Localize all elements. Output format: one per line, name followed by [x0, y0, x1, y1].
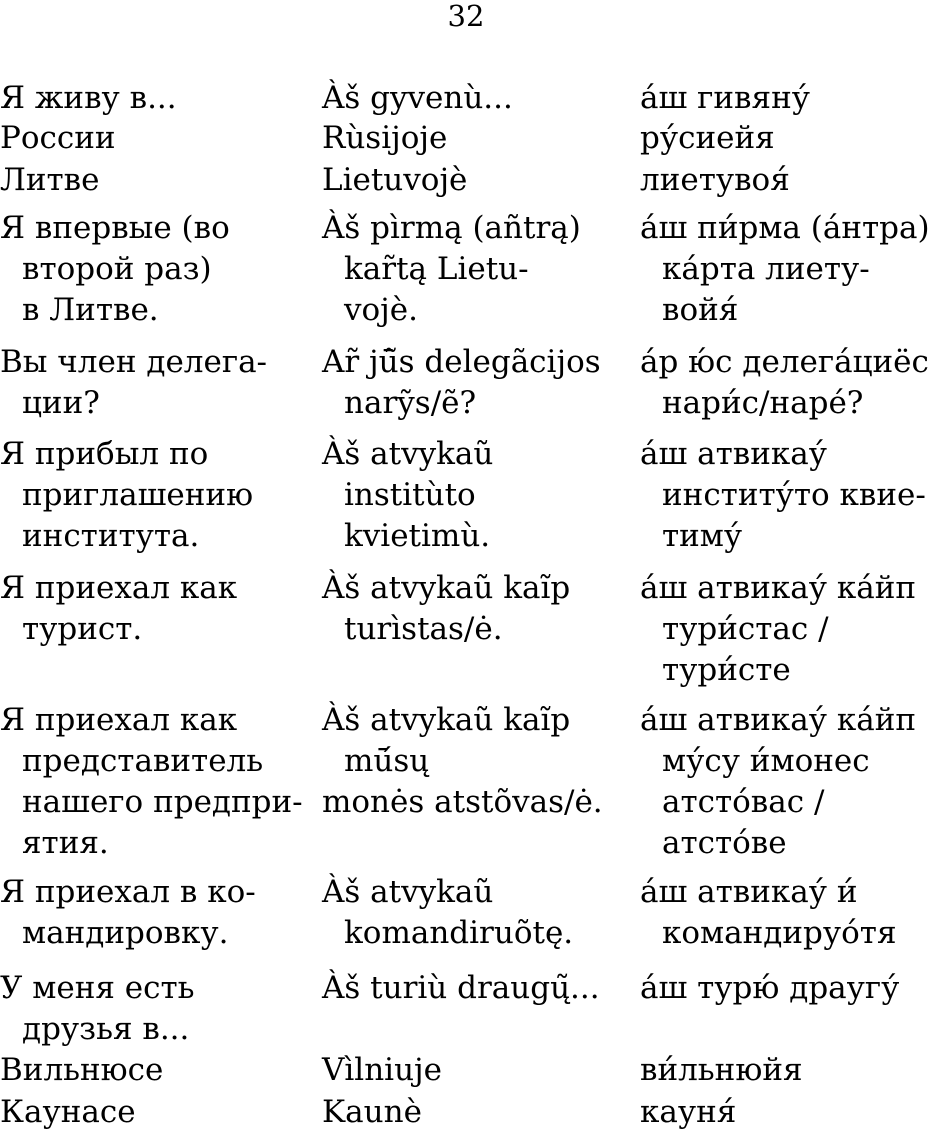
- lithuanian-cell: [322, 1092, 422, 1133]
- russian-cell-line: ции?: [22, 385, 100, 421]
- lithuanian-cell: [322, 968, 600, 1009]
- russian-cell-line: турист.: [22, 611, 143, 647]
- lithuanian-cell-line: Kaunè: [322, 1094, 422, 1130]
- lithuanian-cell-line: narỹs/ẽ?: [344, 385, 477, 421]
- lithuanian-cell-line: Àš turiù draugų̃...: [322, 970, 600, 1006]
- russian-cell: [0, 1050, 163, 1091]
- pronunciation-cell-line: лиетувоя́: [640, 162, 790, 198]
- russian-cell: [0, 700, 303, 864]
- pronunciation-cell-line: му́су и́монес: [662, 743, 870, 779]
- pronunciation-cell-line: áш атвикау́ кáйп: [640, 570, 917, 606]
- pronunciation-cell: [640, 160, 790, 201]
- russian-cell: [0, 160, 99, 201]
- russian-cell-line: второй раз): [22, 251, 212, 287]
- lithuanian-cell: [322, 434, 493, 557]
- pronunciation-cell-line: ви́льнюйя: [640, 1052, 803, 1088]
- russian-cell-line: Я впервые (во: [0, 210, 230, 246]
- lithuanian-cell-line: Àš atvykaũ kaĩp: [322, 570, 571, 606]
- pronunciation-cell: [640, 78, 810, 119]
- russian-cell-line: ятия.: [22, 825, 109, 861]
- pronunciation-cell-line: áш гивяну́: [640, 80, 810, 116]
- lithuanian-cell: [322, 160, 467, 201]
- lithuanian-cell: [322, 872, 573, 954]
- lithuanian-cell-line: Vìlniuje: [322, 1052, 443, 1088]
- pronunciation-cell-line: тиму́: [662, 518, 743, 554]
- pronunciation-cell: [640, 872, 897, 954]
- pronunciation-cell: [640, 700, 916, 864]
- lithuanian-cell-line: kvietimù.: [344, 518, 491, 554]
- russian-cell: [0, 208, 230, 331]
- lithuanian-cell: [322, 568, 570, 650]
- russian-cell-line: приглашению: [22, 477, 254, 513]
- lithuanian-cell-line: Àš atvykaũ: [322, 874, 494, 910]
- lithuanian-cell: [322, 342, 601, 424]
- lithuanian-cell-line: turìstas/ė.: [344, 611, 503, 647]
- lithuanian-cell-line: vojè.: [344, 292, 418, 328]
- russian-cell-line: Я приехал как: [0, 702, 238, 738]
- russian-cell-line: Я прибыл по: [0, 436, 209, 472]
- pronunciation-cell-line: áш атвикау́ кáйп: [640, 702, 917, 738]
- pronunciation-cell-line: кáрта лиету-: [662, 251, 870, 287]
- russian-cell-line: института.: [22, 518, 200, 554]
- lithuanian-cell: [322, 118, 447, 159]
- lithuanian-cell-line: Àš gyvenù...: [322, 80, 513, 116]
- russian-cell: [0, 968, 195, 1050]
- lithuanian-cell-line: Ar̃ jū̃s delegãcijos: [322, 344, 601, 380]
- pronunciation-cell: [640, 968, 899, 1009]
- russian-cell-line: нашего предпри-: [22, 784, 303, 820]
- russian-cell-line: Каунасе: [0, 1094, 136, 1130]
- lithuanian-cell-line: komandiruõtę.: [344, 915, 574, 951]
- pronunciation-cell: [640, 568, 916, 691]
- lithuanian-cell-line: Àš atvykaũ: [322, 436, 494, 472]
- lithuanian-cell-line: mū́sų: [344, 743, 430, 779]
- page-number: 32: [447, 0, 485, 33]
- russian-cell: [0, 118, 116, 159]
- russian-cell: [0, 872, 256, 954]
- russian-cell-line: друзья в...: [22, 1011, 190, 1047]
- russian-cell: [0, 1092, 136, 1133]
- pronunciation-cell-line: институ́то квие-: [662, 477, 926, 513]
- russian-cell-line: Вильнюсе: [0, 1052, 164, 1088]
- russian-cell: [0, 78, 177, 119]
- pronunciation-cell-line: нари́с/наре́?: [662, 385, 864, 421]
- pronunciation-cell-line: áш атвикау́ и́: [640, 874, 858, 910]
- pronunciation-cell: [640, 342, 929, 424]
- pronunciation-cell-line: атстóве: [662, 825, 787, 861]
- pronunciation-cell-line: тури́сте: [662, 652, 791, 688]
- pronunciation-cell-line: тури́стас /: [662, 611, 829, 647]
- russian-cell-line: У меня есть: [0, 970, 195, 1006]
- pronunciation-cell-line: ру́сиейя: [640, 120, 775, 156]
- lithuanian-cell-line: institùto: [344, 477, 476, 513]
- russian-cell-line: Я приехал в ко-: [0, 874, 256, 910]
- lithuanian-cell: [322, 208, 581, 331]
- pronunciation-cell: [640, 1050, 803, 1091]
- russian-cell-line: России: [0, 120, 116, 156]
- pronunciation-cell-line: войя́: [662, 292, 739, 328]
- pronunciation-cell-line: командируóтя: [662, 915, 897, 951]
- pronunciation-cell: [640, 208, 930, 331]
- pronunciation-cell-line: атстóвас /: [662, 784, 825, 820]
- pronunciation-cell: [640, 118, 775, 159]
- lithuanian-cell-line: Àš atvykaũ kaĩp: [322, 702, 571, 738]
- russian-cell-line: Я приехал как: [0, 570, 238, 606]
- pronunciation-cell-line: кауня́: [640, 1094, 737, 1130]
- russian-cell-line: мандировку.: [22, 915, 229, 951]
- pronunciation-cell-line: áш турю́ драугу́: [640, 970, 900, 1006]
- pronunciation-cell-line: áр ю́с делегáциёс: [640, 344, 929, 380]
- russian-cell-line: в Литве.: [22, 292, 159, 328]
- pronunciation-cell: [640, 434, 926, 557]
- lithuanian-cell-line: Àš pìrmą (añtrą): [322, 210, 581, 246]
- russian-cell-line: Литве: [0, 162, 100, 198]
- lithuanian-cell-line: monės atstõvas/ė.: [322, 784, 603, 820]
- lithuanian-cell: [322, 1050, 442, 1091]
- lithuanian-cell-line: Lietuvojè: [322, 162, 468, 198]
- lithuanian-cell-line: Rùsijoje: [322, 120, 448, 156]
- russian-cell: [0, 342, 267, 424]
- pronunciation-cell-line: áш атвикау́: [640, 436, 827, 472]
- russian-cell-line: Вы член делега-: [0, 344, 268, 380]
- russian-cell-line: Я живу в...: [0, 80, 177, 116]
- lithuanian-cell-line: kar̃tą Lietu-: [344, 251, 529, 287]
- russian-cell: [0, 568, 237, 650]
- lithuanian-cell: [322, 700, 603, 823]
- russian-cell: [0, 434, 253, 557]
- pronunciation-cell: [640, 1092, 736, 1133]
- lithuanian-cell: [322, 78, 513, 119]
- russian-cell-line: представитель: [22, 743, 264, 779]
- pronunciation-cell-line: áш пи́рма (áнтра): [640, 210, 930, 246]
